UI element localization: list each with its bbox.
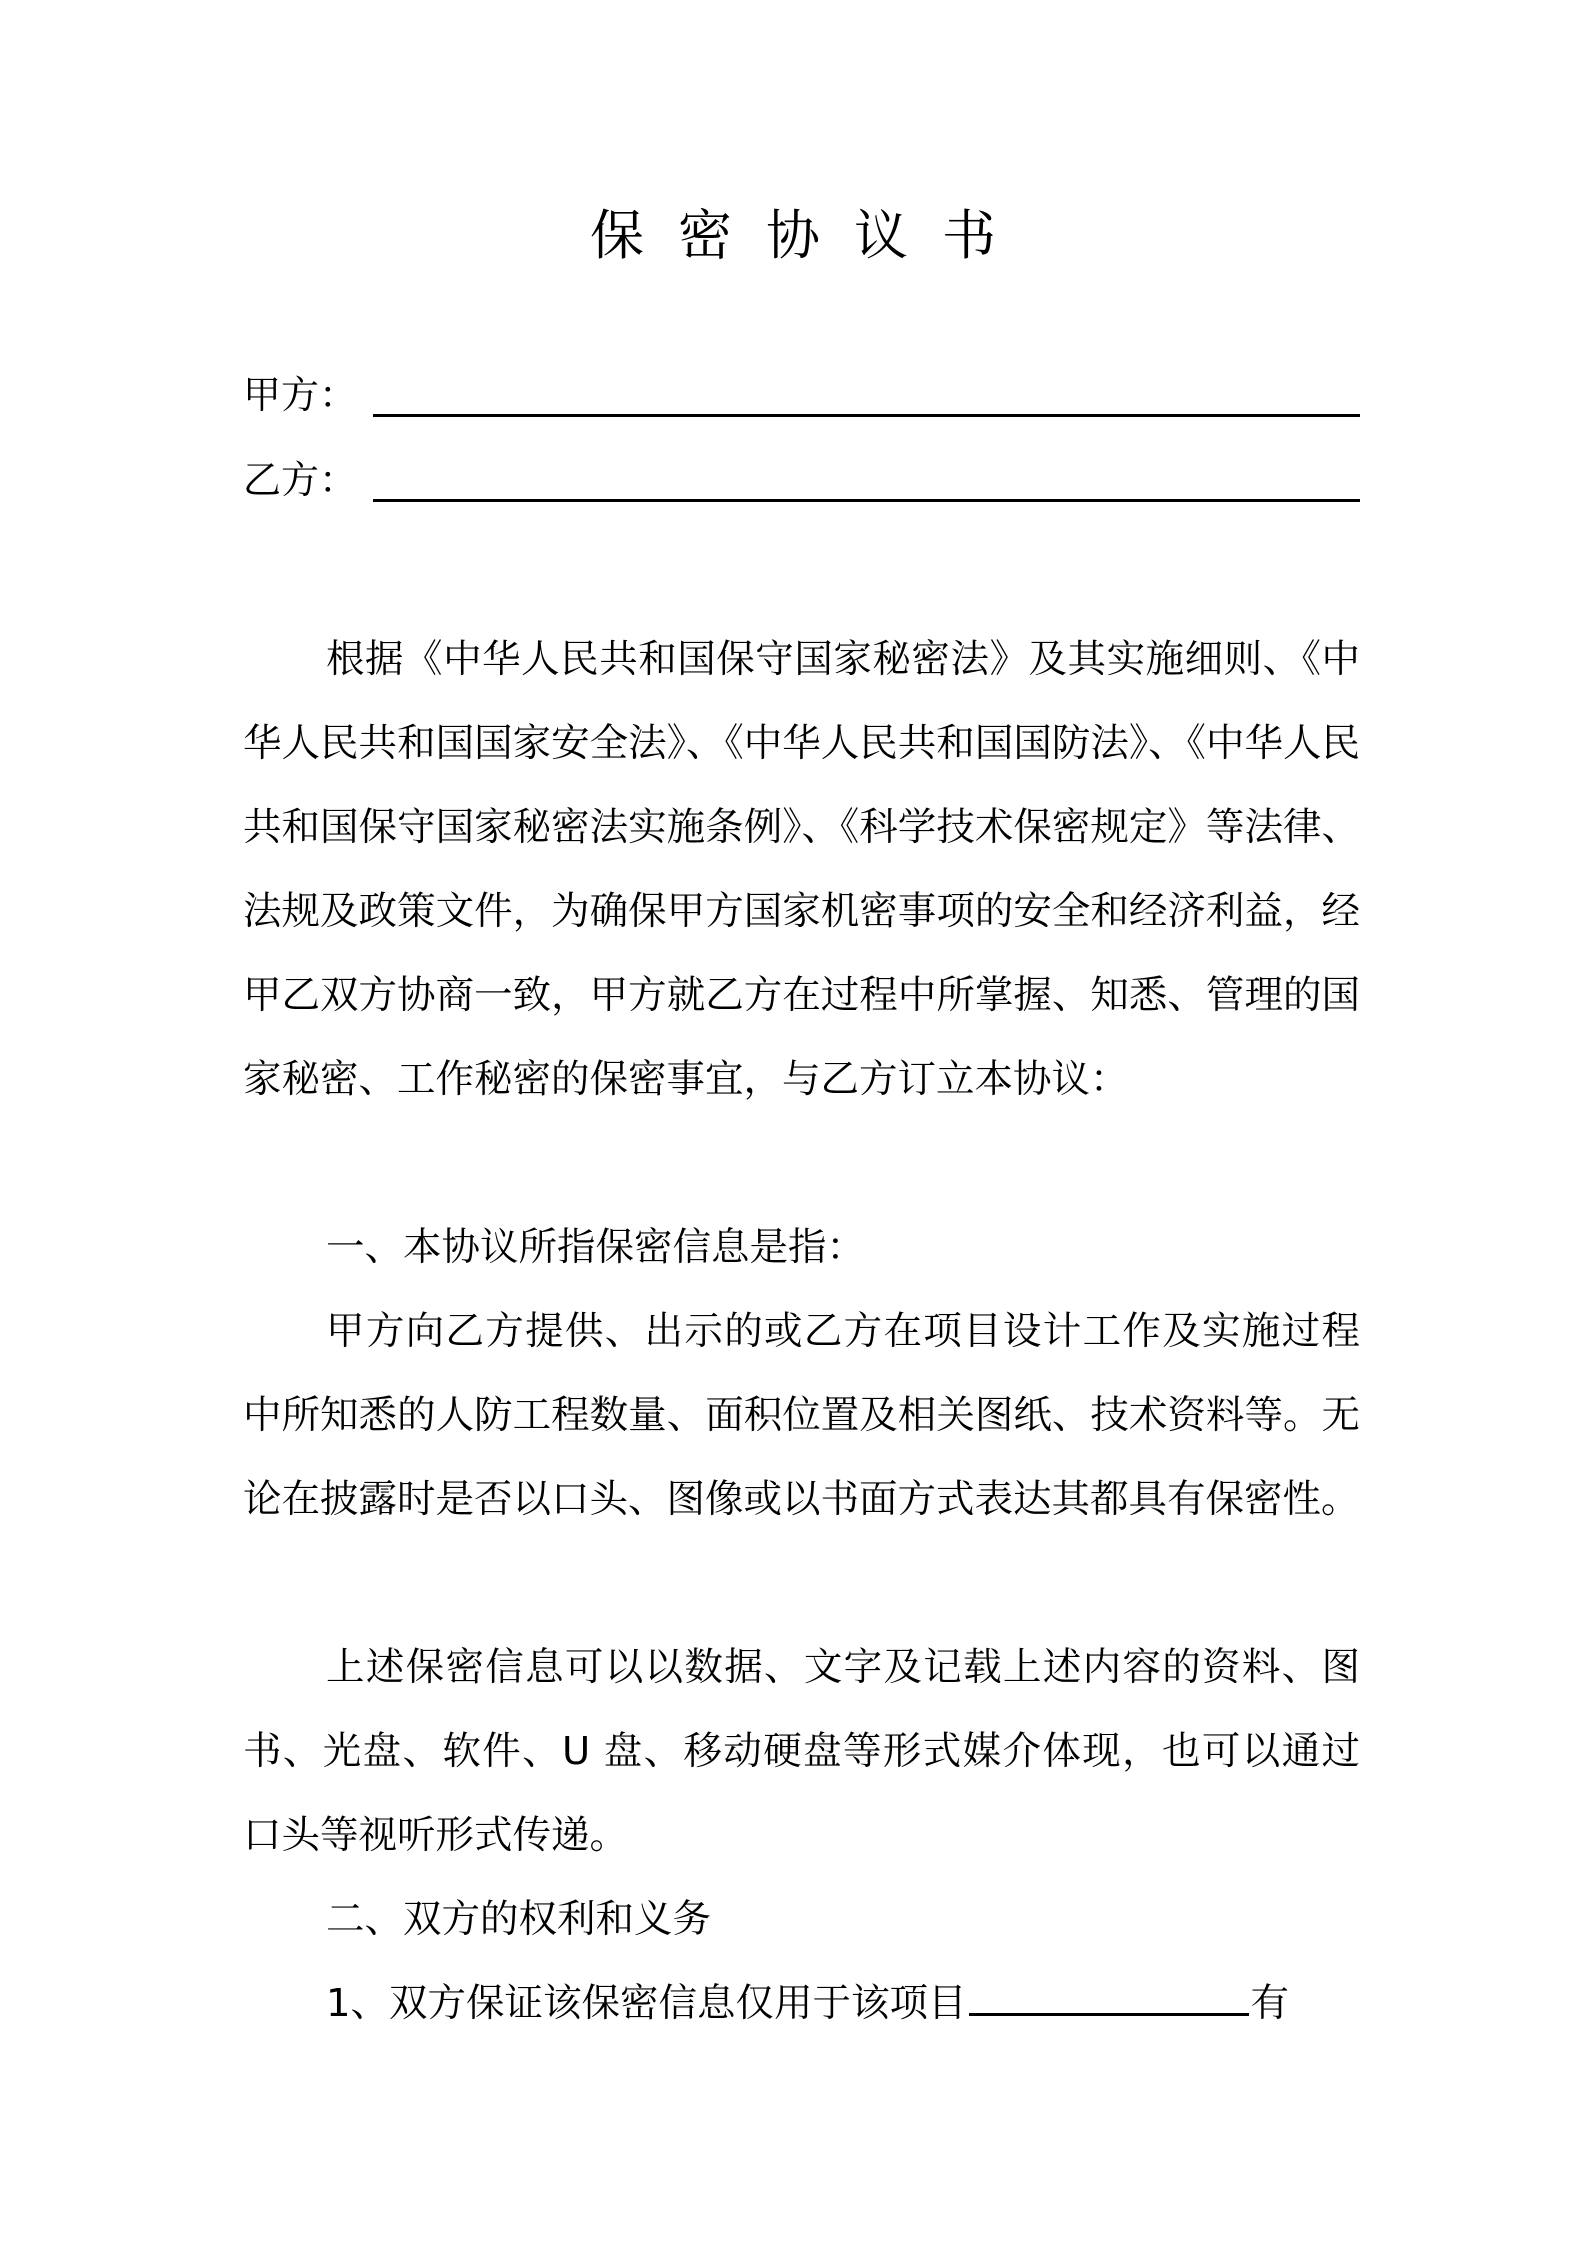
party-a-label: 甲方： [243, 373, 358, 417]
section-1-paragraph-1: 甲方向乙方提供、出示的或乙方在项目设计工作及实施过程中所知悉的人防工程数量、面积位置及相关图纸、技术资料等。无论在披露时是否以口头、图像或以书面方式表达其都具有保密性。 [243, 1309, 1360, 1522]
item-1-text: 1、双方保证该保密信息仅用于该项目 [326, 1981, 967, 2026]
preamble-paragraph: 根据《中华人民共和国保守国家秘密法》及其实施细则、《中华人民共和国国家安全法》、《中华人民共和国国防法》、《中华人民共和国保守国家秘密法实施条例》、《科学技术保密规定》等法律、法规及政策文件，为确保甲方国家机密事项的安全和经济利益，经甲乙双方协商一致，甲方就乙方在过程中所掌握、知悉、管理的国家秘密、工作秘密的保密事宜，与乙方订立本协议： [243, 637, 1360, 1102]
party-b-row [243, 455, 373, 505]
section-2-heading: 二、双方的权利和义务 [326, 1897, 712, 1942]
project-name-blank[interactable] [969, 1975, 1249, 2016]
section-1-heading: 一、本协议所指保密信息是指： [326, 1225, 866, 1270]
document-title: 保密协议书 [590, 204, 1030, 267]
party-b-label: 乙方： [243, 458, 358, 502]
party-a-blank-line[interactable] [373, 414, 1360, 417]
section-2-item-1 [243, 1962, 1360, 2046]
section-1-paragraph-2: 上述保密信息可以以数据、文字及记载上述内容的资料、图书、光盘、软件、U 盘、移动硬盘等形式媒介体现，也可以通过口头等视听形式传递。 [243, 1645, 1360, 1858]
party-b-blank-line[interactable] [373, 499, 1360, 502]
party-a-row [243, 370, 373, 420]
item-1-suffix: 有 [1250, 1981, 1290, 2026]
